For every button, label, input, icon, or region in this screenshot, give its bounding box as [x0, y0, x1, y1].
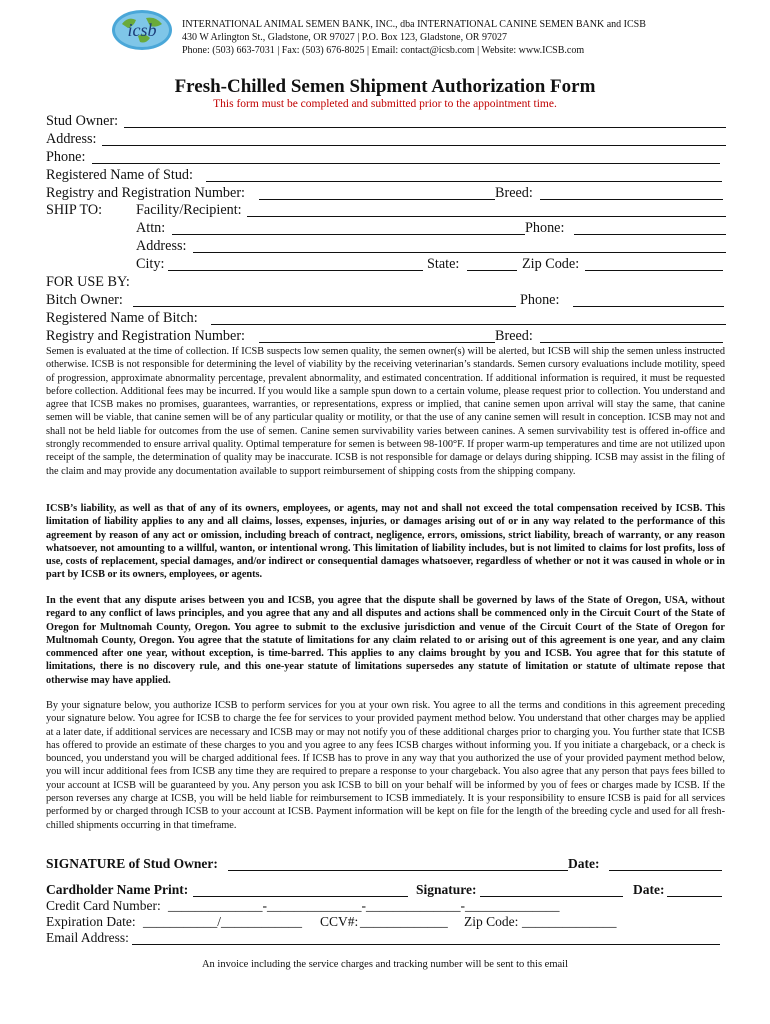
form-title: Fresh-Chilled Semen Shipment Authorization Form — [174, 76, 596, 97]
city-label: City: — [136, 256, 165, 273]
address-field[interactable] — [102, 131, 726, 146]
svg-text:icsb: icsb — [127, 20, 157, 40]
bitch-owner-label: Bitch Owner: — [46, 291, 123, 308]
expiration-row — [46, 914, 726, 930]
city-field[interactable] — [168, 256, 423, 271]
zip-label: Zip Code: — [522, 256, 580, 273]
stud-registry-row — [46, 185, 726, 203]
facility-field[interactable] — [247, 202, 726, 217]
for-use-by-label: FOR USE BY: — [46, 274, 130, 291]
ship-address-field[interactable] — [193, 238, 726, 253]
paragraph-authorization: By your signature below, you authorize ICSB to perform services for you at your own risk. You agree to all the terms and conditions in this agreement preceding your signature below. You agree for ICSB to charge the fee for services to your provided payment method below. You understand that other charges may be applied at a later date, if additional services are necessary and ICSB may or may not notify you of these additional charges prior to charging you. You further state that ICSB has offered to provide an estimate of these charges to you and you agree to any fees ICSB charges without informing you. If you initiate a chargeback, or a check is bounced, you understand you will be charged additional fees. If ICSB has to prove in any way that you authorized the use of your provided payment method below, you will incur additional fees from ICSB any time they are required to prepare a response to your chargeback. You also agree that any person that pays fees billed to your account at ICSB will be guaranteed by you. Any person you ask ICSB to bill on your behalf will be informed by you of fees or charges made by ICSB. If the person reverses any charge at ICSB, you will be held liable for reimbursement to ICSB immediately. It is your responsibility to ensure ICSB is paid for all services performed by or charged through ICSB to your account at ICSB. Payment information will be kept on file for the length of the breeding cycle and used for all fresh-chilled shipments occurring in that timeframe. — [46, 700, 725, 831]
stud-registry-label: Registry and Registration Number: — [46, 184, 245, 201]
card-signature-label: Signature: — [416, 882, 477, 897]
phone-field[interactable] — [92, 149, 720, 164]
expiration-label: Expiration Date: — [46, 914, 136, 929]
card-zip-label: Zip Code: — [464, 914, 519, 929]
bitch-breed-field[interactable] — [540, 328, 723, 343]
cardholder-label: Cardholder Name Print: — [46, 882, 189, 897]
bitch-name-label: Registered Name of Bitch: — [46, 309, 198, 326]
form-fields — [46, 113, 726, 346]
card-date-field[interactable] — [667, 882, 722, 897]
stud-name-row — [46, 167, 726, 185]
credit-card-field[interactable]: ______________-______________-______________-______________ — [168, 898, 560, 913]
cardholder-field[interactable] — [193, 882, 408, 897]
stud-owner-signature-label: SIGNATURE of Stud Owner: — [46, 856, 218, 871]
attn-phone-field[interactable] — [574, 220, 726, 235]
address-row — [46, 131, 726, 149]
stud-breed-field[interactable] — [540, 185, 723, 200]
paragraph-jurisdiction: In the event that any dispute arises between you and ICSB, you agree that the dispute shall be governed by laws of the State of Oregon, USA, without regard to any conflict of laws principles, and you agree that any and all disputes and actions shall be commenced only in the Circuit Court of the State of Oregon for Multnomah County, Oregon. You agree to submit to the exclusive jurisdiction and venue of the Circuit Court of the State of Oregon for Multnomah County, Oregon. You agree that the statute of limitations for any claim related to or arising out of this agreement is one year, and any claim commenced after one year, without exception, is time-barred. This applies to any claims brought by you and ICSB. You agree that for this statute of limitations, there is no discovery rule, and this one-year statute of limitations supersedes any statute of limitation or statute of ultimate repose that otherwise may have applied. — [46, 595, 725, 686]
phone-label: Phone: — [46, 148, 86, 165]
stud-owner-date-field[interactable] — [609, 856, 722, 871]
company-contact: Phone: (503) 663-7031 | Fax: (503) 676-8025 | Email: contact@icsb.com | Website: www.ICSB.com — [182, 45, 585, 56]
zip-field[interactable] — [585, 256, 723, 271]
attn-row — [46, 220, 726, 238]
bitch-phone-label: Phone: — [520, 291, 560, 308]
ship-to-label: SHIP TO: — [46, 202, 103, 219]
card-date-label: Date: — [633, 882, 665, 897]
email-label: Email Address: — [46, 930, 129, 945]
stud-owner-signature-field[interactable] — [228, 856, 568, 871]
cardholder-row — [46, 882, 726, 898]
attn-field[interactable] — [172, 220, 525, 235]
ccv-field[interactable]: _____________ — [360, 914, 448, 929]
bitch-registry-field[interactable] — [259, 328, 495, 343]
for-use-by-row — [46, 274, 726, 292]
bitch-owner-field[interactable] — [133, 292, 516, 307]
phone-row — [46, 149, 726, 167]
state-field[interactable] — [467, 256, 517, 271]
address-label: Address: — [46, 130, 97, 147]
facility-row — [46, 202, 726, 220]
letterhead-text — [182, 18, 646, 57]
email-field[interactable] — [132, 930, 720, 945]
stud-owner-label: Stud Owner: — [46, 113, 119, 129]
stud-breed-label: Breed: — [495, 184, 533, 201]
stud-registry-field[interactable] — [259, 185, 495, 200]
company-address: 430 W Arlington St., Gladstone, OR 97027 | P.O. Box 123, Gladstone, OR 97027 — [182, 32, 507, 43]
form-subtitle: This form must be completed and submitted prior to the appointment time. — [213, 98, 557, 110]
ship-address-label: Address: — [136, 238, 187, 255]
bitch-name-field[interactable] — [211, 310, 726, 325]
city-row — [46, 256, 726, 274]
company-name: INTERNATIONAL ANIMAL SEMEN BANK, INC., dba INTERNATIONAL CANINE SEMEN BANK and ICSB — [182, 19, 646, 30]
letterhead — [110, 8, 730, 60]
attn-label: Attn: — [136, 220, 166, 237]
ccv-label: CCV#: — [320, 914, 359, 929]
expiration-field[interactable]: ___________/____________ — [143, 914, 303, 929]
attn-phone-label: Phone: — [525, 220, 565, 237]
paragraph-liability: ICSB’s liability, as well as that of any of its owners, employees, or agents, may not and shall not exceed the total compensation received by ICSB. This limitation of liability applies to any and all claims, losses, expenses, injuries, or damages arising out of or in any way related to the performance of this agreement by reason of any act or omission, including breach of contract, negligence, errors, omissions, strict liability, breach of warranty, or any reason whatsoever, not amounting to a willful, wanton, or intentional wrong. This limitation of liability includes, but is not limited to claims for lost profits, loss of use, costs of replacement, special damages, and/or indirect or consequential damages whatsoever, regardless of whether or not it was caused in whole or in part by ICSB or its owners, employees, or agents. — [46, 503, 725, 581]
stud-owner-date-label: Date: — [568, 856, 600, 871]
bitch-phone-field[interactable] — [573, 292, 724, 307]
icsb-logo — [110, 8, 174, 52]
ship-address-row — [46, 238, 726, 256]
bitch-owner-row — [46, 292, 726, 310]
stud-owner-field[interactable] — [124, 113, 726, 128]
credit-card-label: Credit Card Number: — [46, 898, 161, 913]
bitch-registry-label: Registry and Registration Number: — [46, 327, 245, 344]
card-signature-field[interactable] — [480, 882, 623, 897]
card-zip-field[interactable]: ______________ — [522, 914, 617, 929]
bitch-registry-row — [46, 328, 726, 346]
stud-owner-signature-row — [46, 856, 726, 872]
stud-name-field[interactable] — [206, 167, 722, 182]
footer-note: An invoice including the service charges and tracking number will be sent to this email — [201, 959, 569, 970]
bitch-name-row — [46, 310, 726, 328]
bitch-breed-label: Breed: — [495, 327, 533, 344]
paragraph-evaluation: Semen is evaluated at the time of collection. If ICSB suspects low semen quality, the semen owner(s) will be alerted, but ICSB will ship the semen unless instructed otherwise. ICSB is not responsible for determining the level of viability by the receiving veterinarian’s standards. Semen cursory evaluations include motility, speed of progression, approximate abnormality percentage, prevalent abnormality, and estimated concentration. If additional information is required, it must be requested before collection. Additional fees may be incurred. If you would like a sample spun down to a certain volume, please request prior to collection. You understand and agree that ICSB makes no promises, guarantees, warranties, or representations, express or implied, that canine semen upon arrival will stay the same, that canine semen will be viable, that canine semen will be of any particular quality or motility, or that the use of any canine semen will result in conception. ICSB may not and shall not be held liable for outcomes from the use of semen. Canine semen survivability varies between canines. A semen survivability test is offered in-office and strongly recommended to ensure arrival quality. Optimal temperature for semen is between 98-100°F. If proper warm-up temperatures and time are not utilized upon receipt of the sample, the determination of quality may be inaccurate. ICSB is not responsible for damage or delays during shipping. ICSB may assist in the filing of the claim and may provide any documentation available to support reimbursement of shipping costs from the shipping company. — [46, 346, 725, 477]
stud-owner-row — [46, 113, 726, 131]
facility-label: Facility/Recipient: — [136, 202, 242, 219]
stud-name-label: Registered Name of Stud: — [46, 166, 193, 183]
state-label: State: — [427, 256, 460, 273]
email-row — [46, 930, 726, 946]
credit-card-row — [46, 898, 726, 914]
